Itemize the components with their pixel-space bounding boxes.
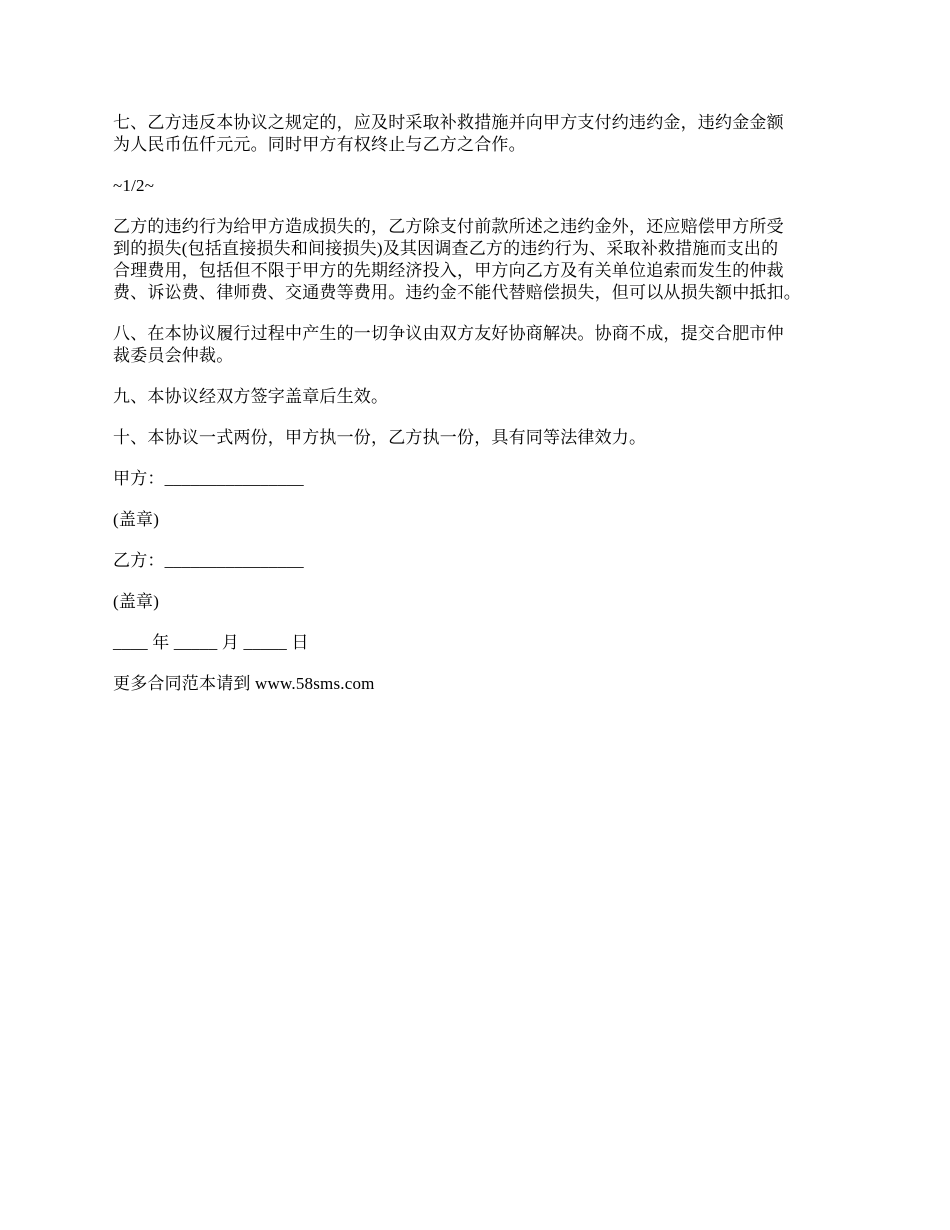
- party-b-label: 乙方：: [113, 551, 165, 570]
- clause-8-line: 裁委员会仲裁。: [113, 346, 234, 365]
- document-body: [113, 112, 853, 714]
- clause-10: 十、本协议一式两份，甲方执一份，乙方执一份，具有同等法律效力。: [113, 428, 647, 447]
- clause-8-line: 八、在本协议履行过程中产生的一切争议由双方友好协商解决。协商不成，提交合肥市仲: [113, 324, 784, 343]
- clause-8: [113, 323, 853, 367]
- footer-link-text: 更多合同范本请到 www.58sms.com: [113, 674, 375, 693]
- damages-line: 费、诉讼费、律师费、交通费等费用。违约金不能代替赔偿损失，但可以从损失额中抵扣。: [113, 283, 801, 302]
- seal-b: (盖章): [113, 592, 160, 611]
- clause-7: [113, 112, 853, 156]
- damages-line: 乙方的违约行为给甲方造成损失的，乙方除支付前款所述之违约金外，还应赔偿甲方所受: [113, 217, 784, 236]
- page-marker: ~1/2~: [113, 176, 155, 195]
- party-a-signature: [113, 468, 853, 490]
- party-b-blank: ________________: [164, 551, 304, 570]
- clause-9: 九、本协议经双方签字盖章后生效。: [113, 387, 389, 406]
- party-b-signature: [113, 550, 853, 572]
- date-line: ____ 年 _____ 月 _____ 日: [113, 633, 309, 652]
- seal-a: (盖章): [113, 510, 160, 529]
- party-a-blank: ________________: [164, 469, 304, 488]
- clause-7-line: 七、乙方违反本协议之规定的，应及时采取补救措施并向甲方支付约违约金，违约金金额: [113, 113, 784, 132]
- damages-line: 合理费用，包括但不限于甲方的先期经济投入，甲方向乙方及有关单位追索而发生的仲裁: [113, 261, 784, 280]
- damages-paragraph: [113, 216, 853, 304]
- damages-line: 到的损失(包括直接损失和间接损失)及其因调查乙方的违约行为、采取补救措施而支出的: [113, 239, 779, 258]
- clause-7-line: 为人民币伍仟元元。同时甲方有权终止与乙方之合作。: [113, 135, 526, 154]
- party-a-label: 甲方：: [113, 469, 165, 488]
